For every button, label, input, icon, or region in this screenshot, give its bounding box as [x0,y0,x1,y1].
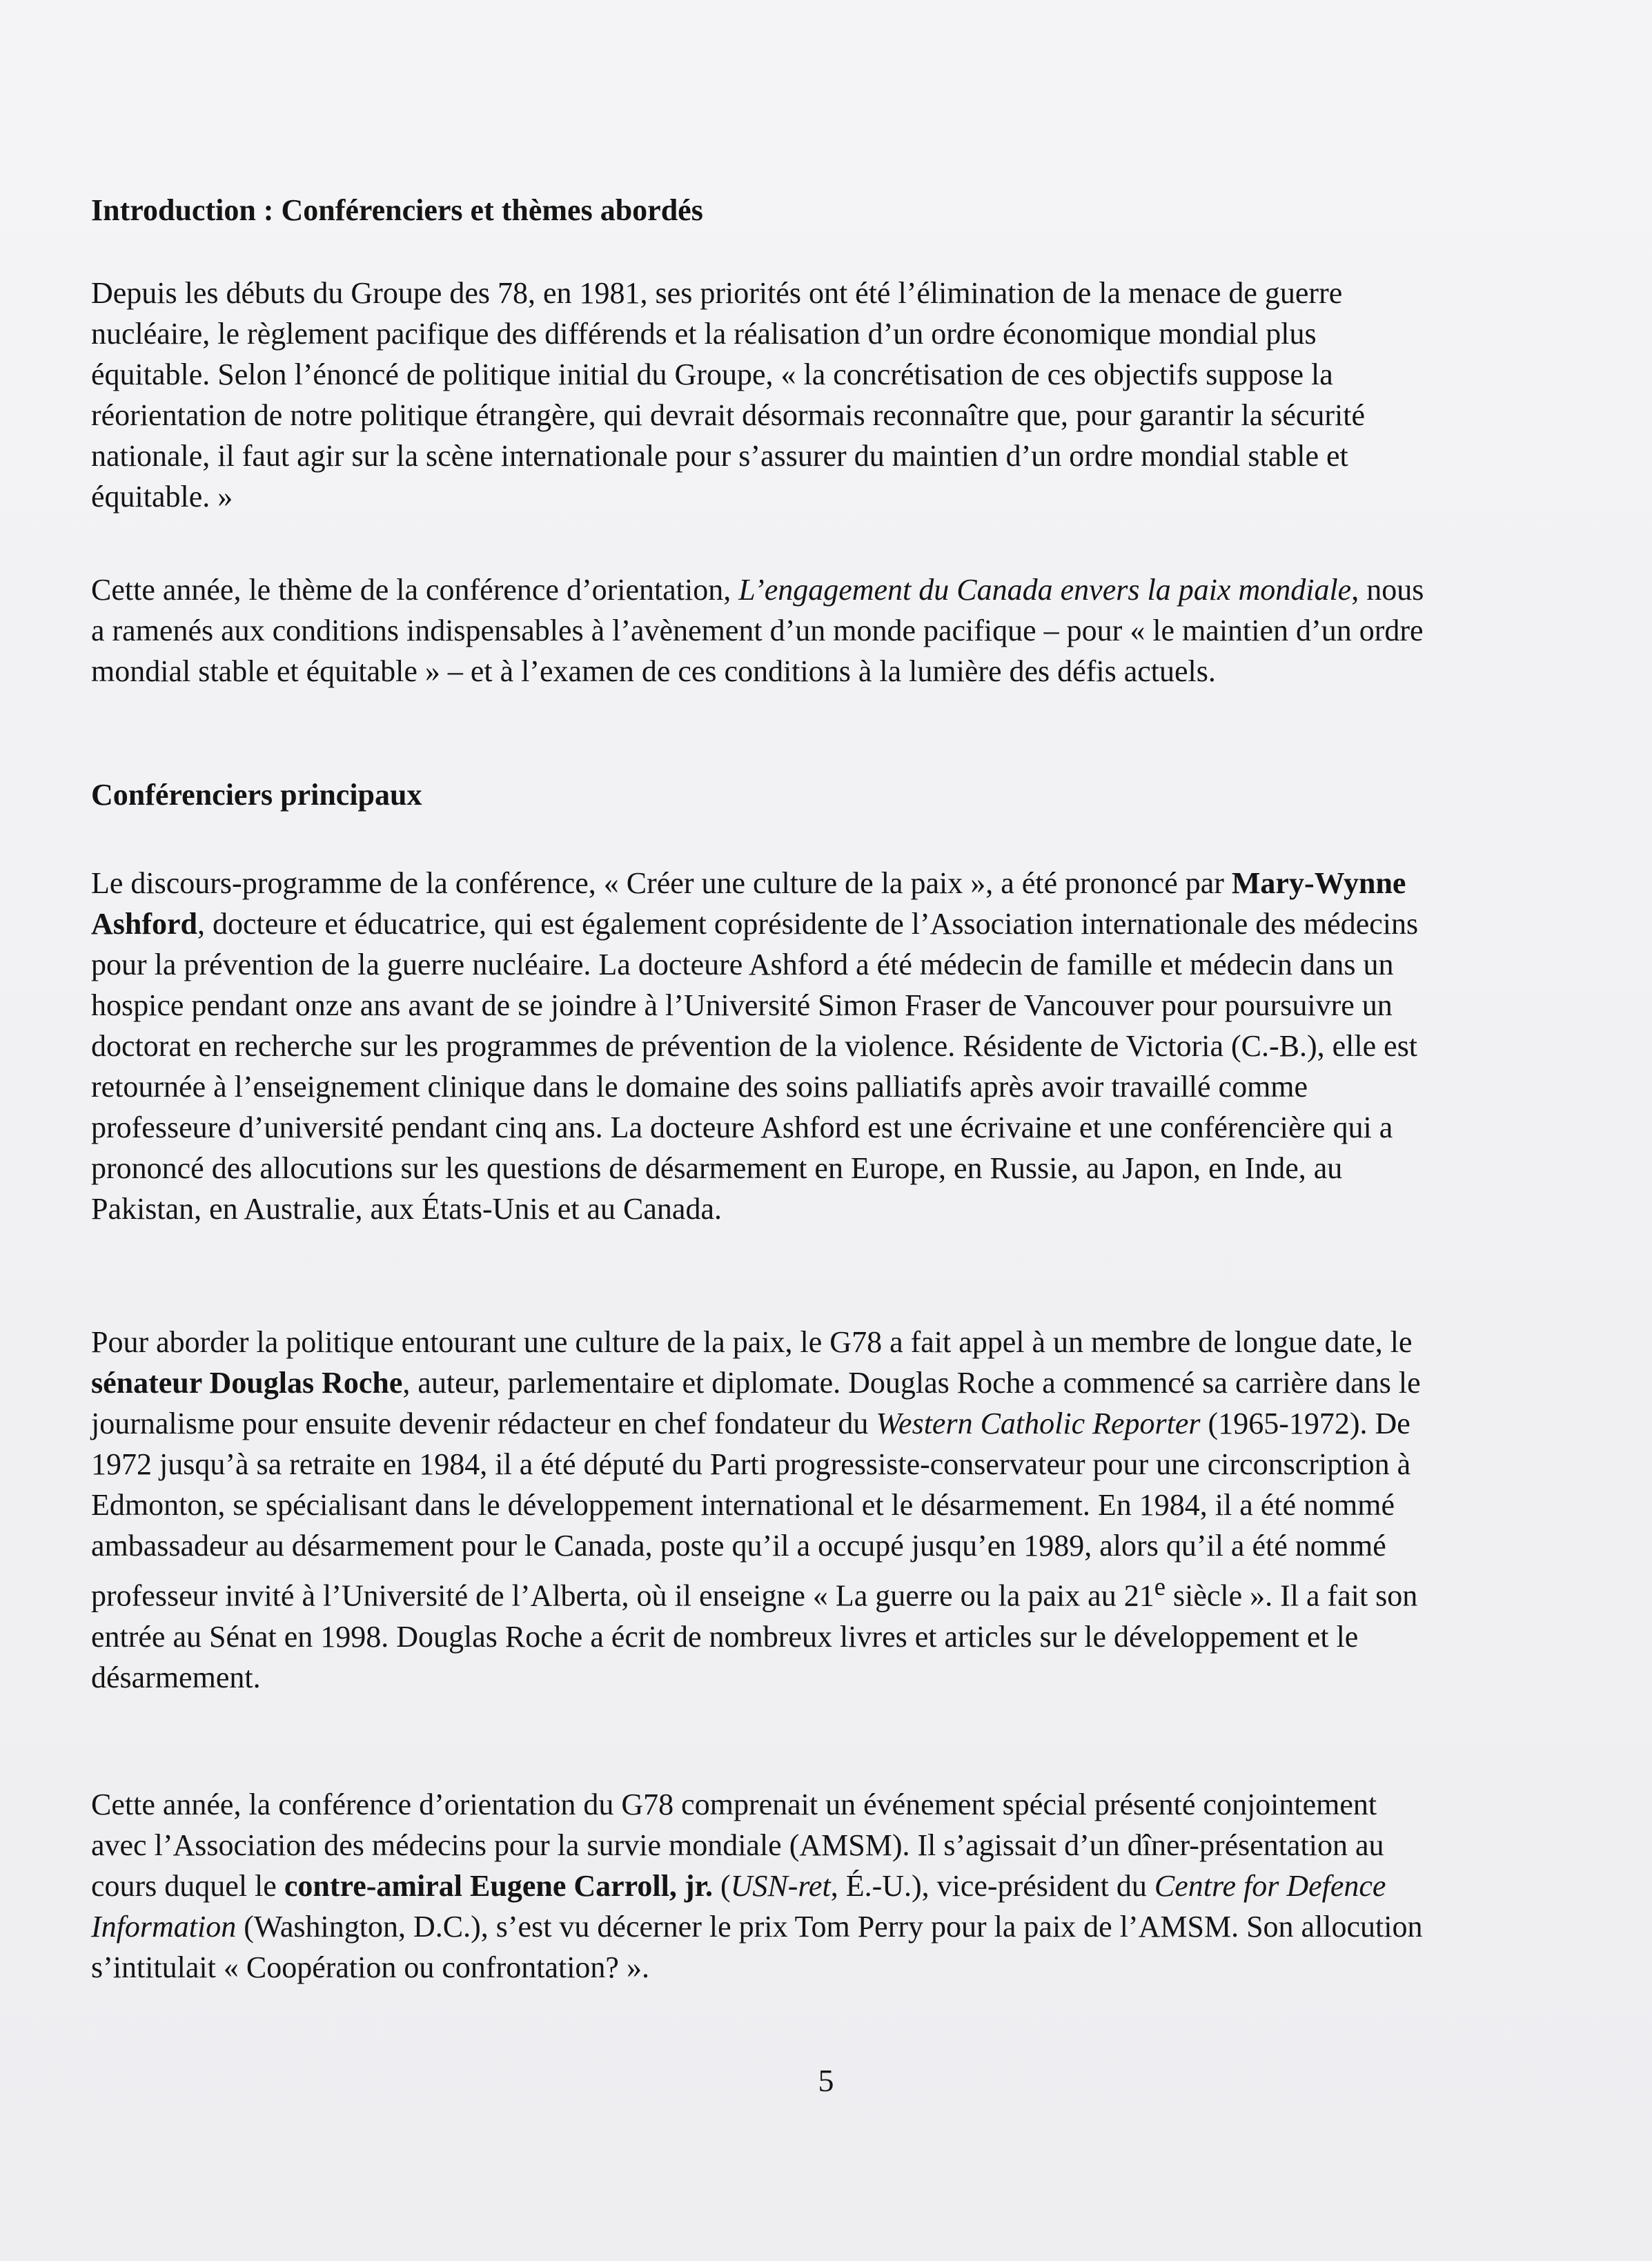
roche-paragraph [91,1322,1426,1698]
carroll-paragraph [91,1784,1426,1988]
intro-heading: Introduction : Conférenciers et thèmes abordés [91,193,703,227]
carroll-text-c: , É.-U.), vice-président du [830,1869,1154,1903]
speakers-heading: Conférenciers principaux [91,778,422,812]
ashford-paragraph [91,863,1426,1229]
roche-text-b: , auteur, parlementaire et diplomate. Douglas Roche a commencé sa carrière dans le journalisme pour ensuite devenir rédacteur en chef fondateur du [91,1366,1421,1440]
carroll-text-d: (Washington, D.C.), s’est vu décerner le prix Tom Perry pour la paix de l’AMSM. Son allocution s’intitulait « Coopération ou confrontation? ». [91,1910,1423,1984]
roche-name: sénateur Douglas Roche [91,1366,403,1400]
carroll-text-b: ( [713,1869,731,1903]
roche-text-a: Pour aborder la politique entourant une culture de la paix, le G78 a fait appel à un membre de longue date, le [91,1325,1413,1359]
carroll-rank-note: USN-ret [730,1869,831,1903]
conference-theme-title: L’engagement du Canada envers la paix mondiale [738,573,1352,607]
publication-title: Western Catholic Reporter [876,1407,1201,1440]
intro-p2-text-a: Cette année, le thème de la conférence d’orientation, [91,573,739,607]
carroll-text-a: Cette année, la conférence d’orientation du G78 comprenait un événement spécial présenté conjointement avec l’Association des médecins pour la survie mondiale (AMSM). Il s’agissait d’un dîner-présentation au cours duquel le [91,1788,1384,1903]
roche-text-c: (1965-1972). De 1972 jusqu’à sa retraite en 1984, il a été député du Parti progressiste-conservateur pour une circonscription à Edmonton, se spécialisant dans le développement international et le désarmement. En 1984, il a été nommé ambassadeur au désarmement pour le Canada, poste qu’il a occupé jusqu’en 1989, alors qu’il a été nommé professeur invité à l’Université de l’Alberta, où il enseigne « La guerre ou la paix au 21 [91,1407,1411,1613]
organization-name: Centre for Defence Information [91,1869,1386,1944]
intro-paragraph-2 [91,569,1426,692]
ashford-name: Mary-Wynne Ashford [91,866,1406,941]
century-superscript: e [1154,1572,1166,1601]
intro-paragraph-1: Depuis les débuts du Groupe des 78, en 1981, ses priorités ont été l’élimination de la menace de guerre nucléaire, le règlement pacifique des différends et la réalisation d’un ordre économique mondial plus équitable. Selon l’énoncé de politique initial du Groupe, « la concrétisation de ces objectifs suppose la réorientation de notre politique étrangère, qui devrait désormais reconnaître que, pour garantir la sécurité nationale, il faut agir sur la scène internationale pour s’assurer du maintien d’un ordre mondial stable et équitable. » [91,276,1366,513]
roche-text-d: siècle ». Il a fait son entrée au Sénat en 1998. Douglas Roche a écrit de nombreux livres et articles sur le développement et le désarmement. [91,1578,1418,1694]
page-number: 5 [818,2063,834,2098]
carroll-name: contre-amiral Eugene Carroll, jr. [284,1869,713,1903]
ashford-text-a: Le discours-programme de la conférence, « Créer une culture de la paix », a été prononcé par [91,866,1232,900]
ashford-text-b: , docteure et éducatrice, qui est également coprésidente de l’Association internationale des médecins pour la prévention de la guerre nucléaire. La docteure Ashford a été médecin de famille et médecin dans un hospice pendant onze ans avant de se joindre à l’Université Simon Fraser de Vancouver pour poursuivre un doctorat en recherche sur les programmes de prévention de la violence. Résidente de Victoria (C.-B.), elle est retournée à l’enseignement clinique dans le domaine des soins palliatifs après avoir travaillé comme professeure d’université pendant cinq ans. La docteure Ashford est une écrivaine et une conférencière qui a prononcé des allocutions sur les questions de désarmement en Europe, en Russie, au Japon, en Inde, au Pakistan, en Australie, aux États-Unis et au Canada. [91,907,1419,1226]
intro-p2-text-b: , nous a ramenés aux conditions indispensables à l’avènement d’un monde pacifique – pour « le maintien d’un ordre mondial stable et équitable » – et à l’examen de ces conditions à la lumière des défis actuels. [91,573,1424,688]
